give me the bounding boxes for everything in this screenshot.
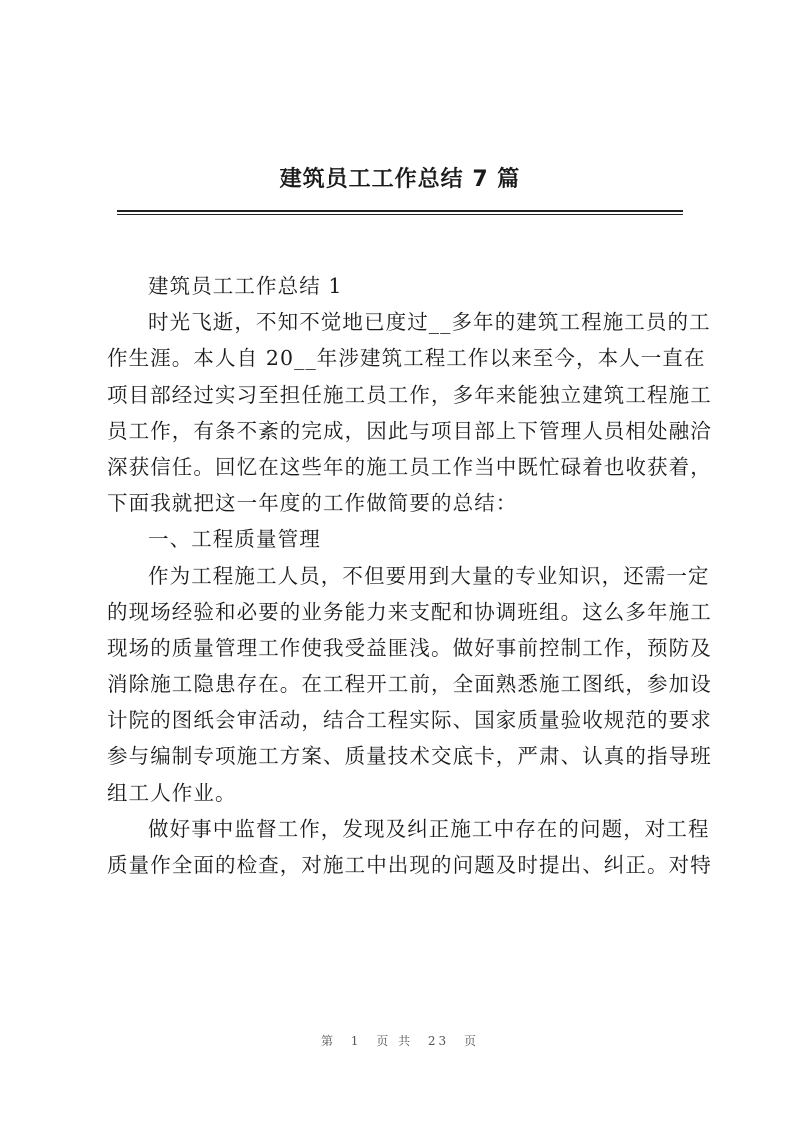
text-line: 员工作，有条不紊的完成，因此与项目部上下管理人员相处融洽: [107, 418, 712, 443]
title-rule-thick: [117, 210, 683, 212]
footer-page-total: 23: [427, 1034, 450, 1048]
document-body: [107, 268, 712, 883]
text-line: 质量作全面的检查，对施工中出现的问题及时提出、纠正。对特: [107, 853, 712, 877]
footer-prefix: 第: [320, 1034, 336, 1048]
text-line: 做好事中监督工作，发现及纠正施工中存在的问题，对工程: [148, 816, 710, 841]
footer-page-number: 1: [350, 1034, 362, 1048]
page-footer: [0, 1032, 800, 1049]
text-line: 深获信任。回忆在这些年的施工员工作当中既忙碌着也收获着，: [107, 454, 712, 479]
text-line: 下面我就把这一年度的工作做简要的总结：: [107, 491, 518, 516]
text-line: 的现场经验和必要的业务能力来支配和协调班组。这么多年施工: [107, 599, 712, 624]
text-line: 现场的质量管理工作使我受益匪浅。做好事前控制工作，预防及: [107, 635, 712, 660]
text-line: 一、工程质量管理: [148, 527, 321, 552]
title-rule-thin: [117, 214, 683, 215]
text-line: 参与编制专项施工方案、质量技术交底卡，严肃、认真的指导班: [107, 744, 712, 769]
document-title: 建筑员工工作总结 7 篇: [279, 167, 521, 192]
text-line: 时光飞逝，不知不觉地已度过__多年的建筑工程施工员的工: [148, 310, 711, 335]
text-line: 项目部经过实习至担任施工员工作，多年来能独立建筑工程施工: [107, 382, 712, 407]
text-line: 消除施工隐患存在。在工程开工前，全面熟悉施工图纸，参加设: [107, 672, 712, 697]
text-line: 作生涯。本人自 20__年涉建筑工程工作以来至今，本人一直在: [107, 346, 706, 371]
text-line: 作为工程施工人员，不但要用到大量的专业知识，还需一定: [148, 563, 710, 588]
text-line: 建筑员工工作总结 1: [148, 274, 343, 298]
footer-suffix: 页: [464, 1034, 480, 1048]
text-line: 计院的图纸会审活动，结合工程实际、国家质量验收规范的要求: [107, 708, 712, 733]
text-line: 组工人作业。: [107, 780, 237, 805]
footer-mid: 页 共: [376, 1034, 414, 1048]
